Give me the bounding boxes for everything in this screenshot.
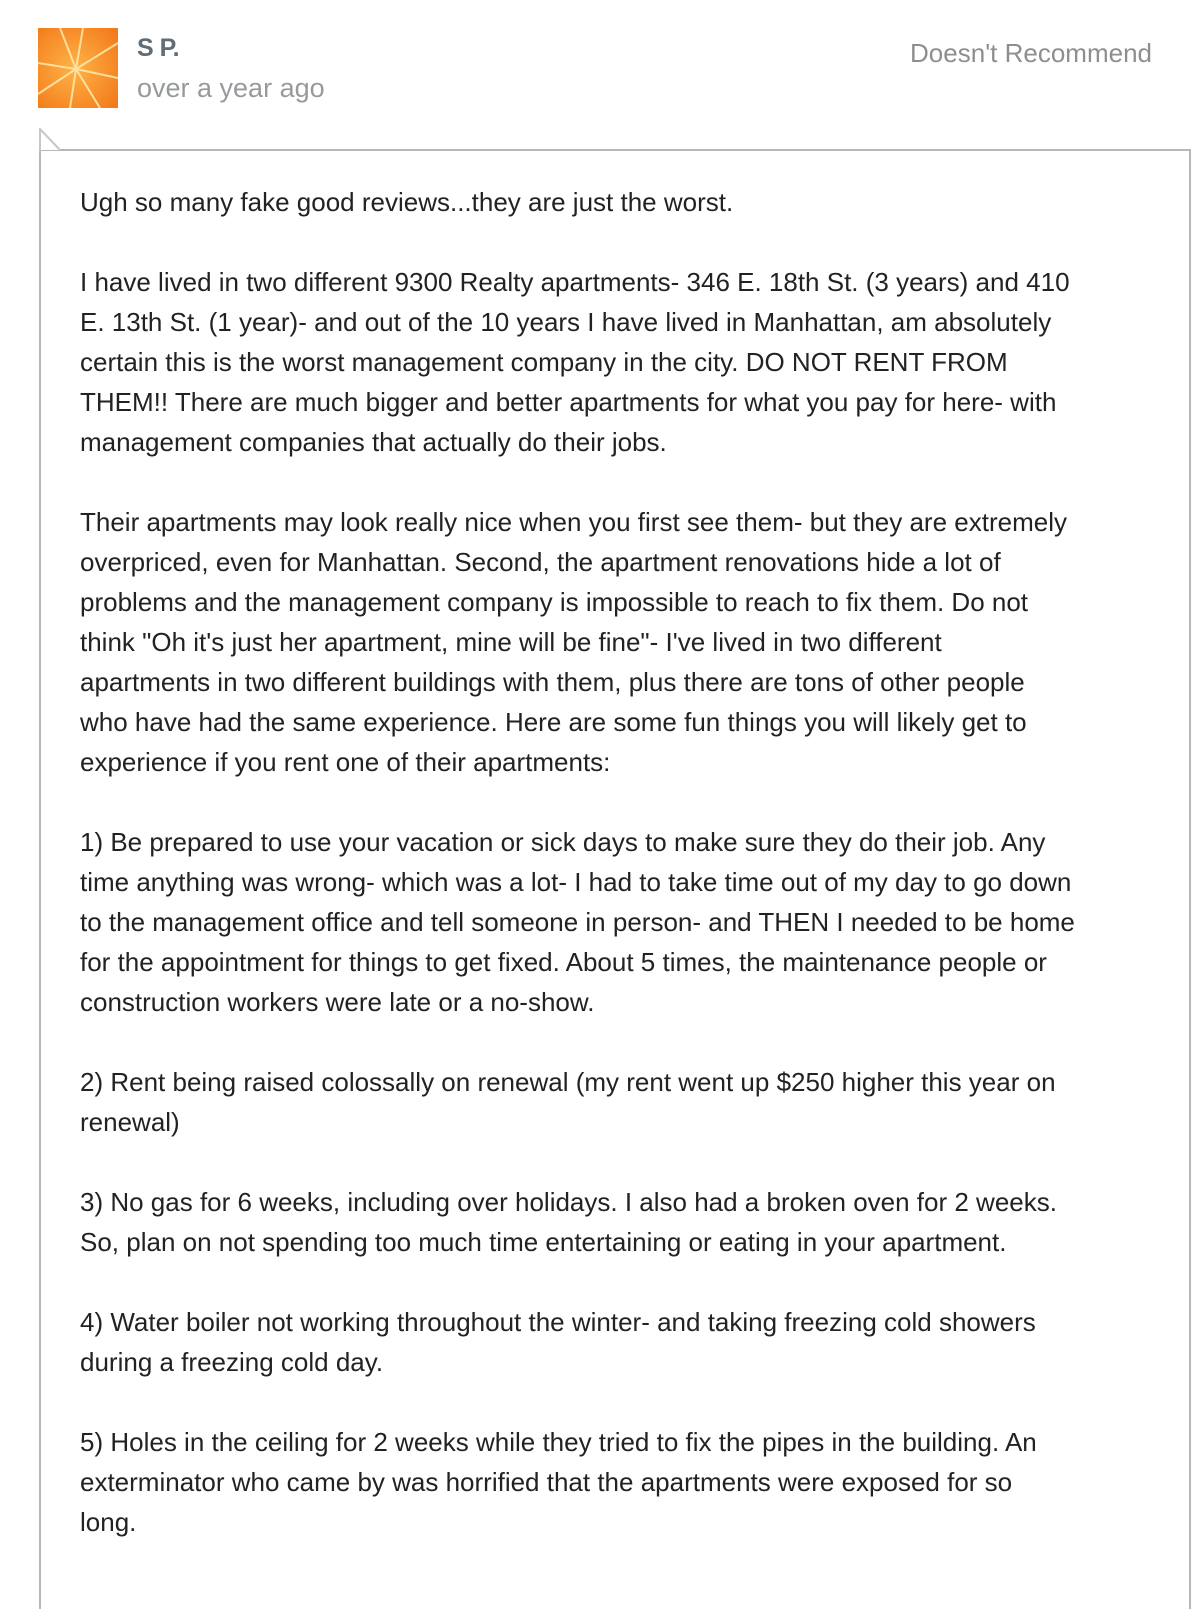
review-text-line: experience if you rent one of their apartments: [80,747,611,777]
review-text-line: for the appointment for things to get fixed. About 5 times, the maintenance people or [80,947,1047,977]
review-paragraph [80,502,1075,782]
avatar[interactable] [38,28,118,108]
review-text-line: 5) Holes in the ceiling for 2 weeks while they tried to fix the pipes in the building. An [80,1427,1037,1457]
review-text-line: renewal) [80,1107,180,1137]
review-text-line: exterminator who came by was horrified that the apartments were exposed for so [80,1467,1013,1497]
review-paragraph [80,1062,1075,1142]
review-text-line: during a freezing cold day. [80,1347,384,1377]
review-paragraph [80,822,1075,1022]
post-time: over a year ago [137,73,325,103]
review-text-line: E. 13th St. (1 year)- and out of the 10 years I have lived in Manhattan, am absolutely [80,307,1052,337]
review-text-line: problems and the management company is impossible to reach to fix them. Do not [80,587,1029,617]
review-text-line: 4) Water boiler not working throughout the winter- and taking freezing cold showers [80,1307,1036,1337]
bubble-pointer [39,128,61,151]
review-text-line: 1) Be prepared to use your vacation or sick days to make sure they do their job. Any [80,827,1046,857]
review-text-line: 2) Rent being raised colossally on renewal (my rent went up $250 higher this year on [80,1067,1056,1097]
review-text-line: think "Oh it's just her apartment, mine will be fine"- I've lived in two different [80,627,942,657]
review-text-line: 3) No gas for 6 weeks, including over holidays. I also had a broken oven for 2 weeks. [80,1187,1057,1217]
review-text-line: Their apartments may look really nice when you first see them- but they are extremely [80,507,1067,537]
review-text-line: who have had the same experience. Here are some fun things you will likely get to [80,707,1027,737]
review-body [80,182,1075,1582]
review-paragraph [80,1182,1075,1262]
review-text-line: time anything was wrong- which was a lot- I had to take time out of my day to go down [80,867,1072,897]
review-text-line: management companies that actually do their jobs. [80,427,667,457]
review-paragraph [80,1422,1075,1542]
review-text-line: long. [80,1507,137,1537]
review-text-line: So, plan on not spending too much time entertaining or eating in your apartment. [80,1227,1007,1257]
review-text-line: apartments in two different buildings with them, plus there are tons of other people [80,667,1025,697]
review-text-line: I have lived in two different 9300 Realty apartments- 346 E. 18th St. (3 years) and 410 [80,267,1070,297]
review-text-line: Ugh so many fake good reviews...they are just the worst. [80,187,734,217]
review-text-line: construction workers were late or a no-show. [80,987,595,1017]
review-text-line: overpriced, even for Manhattan. Second, the apartment renovations hide a lot of [80,547,1001,577]
review-text-line: certain this is the worst management company in the city. DO NOT RENT FROM [80,347,1008,377]
review-text-line: to the management office and tell someone in person- and THEN I needed to be home [80,907,1075,937]
review-text-line: THEM!! There are much bigger and better apartments for what you pay for here- with [80,387,1057,417]
author-name[interactable]: S P. [137,34,180,62]
orange-slice-avatar-icon [38,28,118,108]
review-paragraph [80,1302,1075,1382]
review-paragraph [80,182,1075,222]
review-paragraph [80,262,1075,462]
recommendation-status: Doesn't Recommend [910,38,1152,68]
